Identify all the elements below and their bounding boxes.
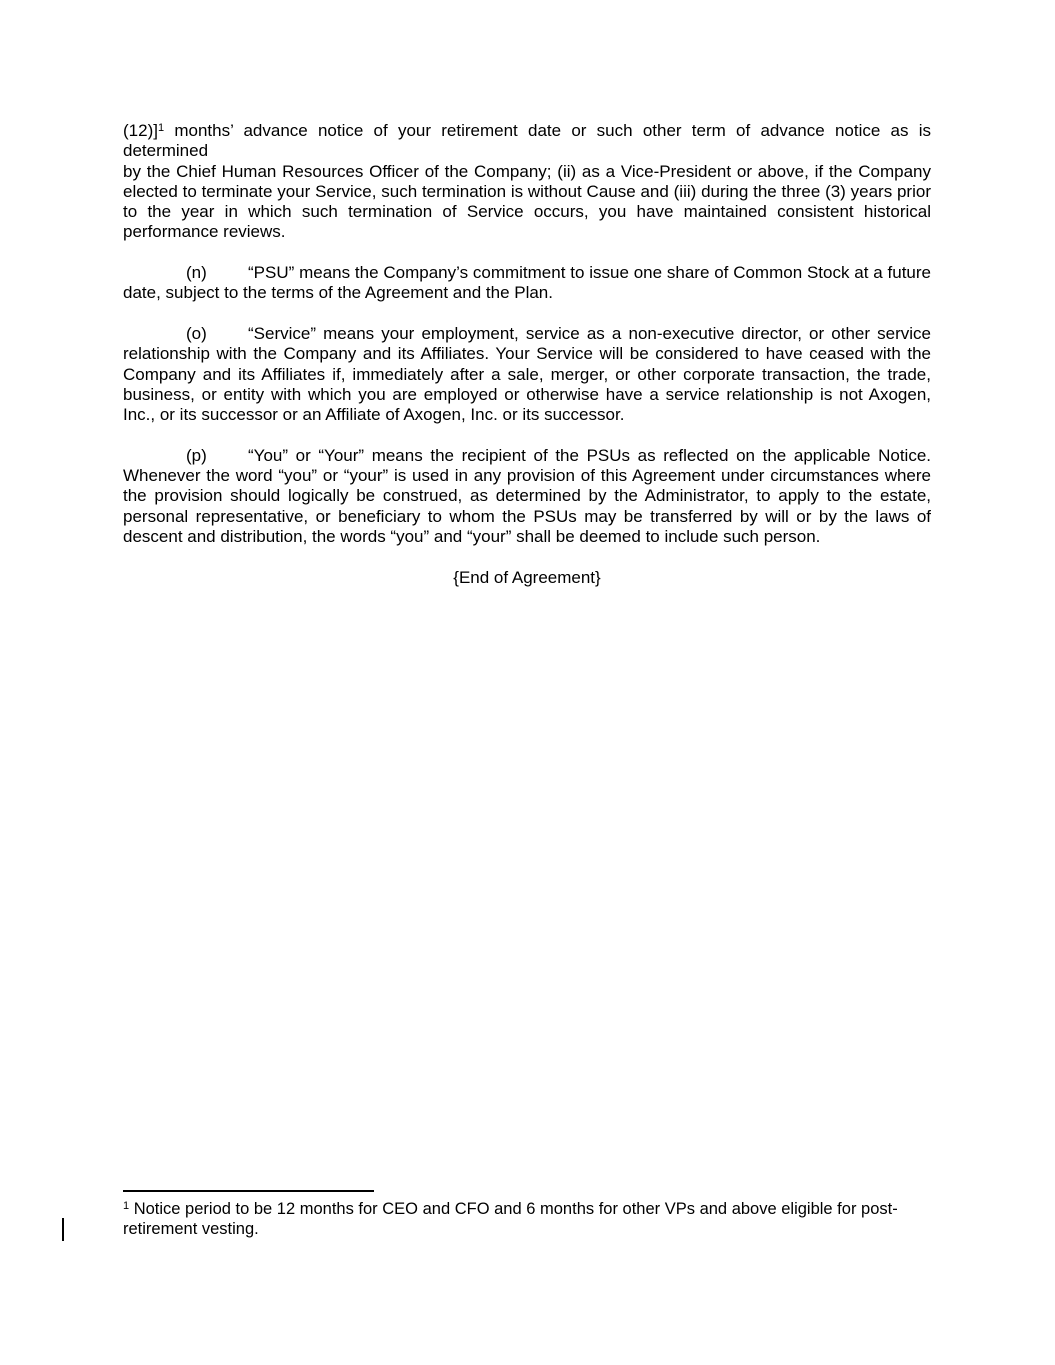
text-line: to the year in which such termination of Service occurs, you have maintained consistent historical [123, 202, 931, 222]
footnote-line: $^1$ Notice period to be 12 months for CEO and CFO and 6 months for other VPs and above eligible for post- [123, 1200, 898, 1218]
footnote-reference: 1 [123, 1200, 130, 1212]
footnote-line: retirement vesting. [123, 1220, 259, 1239]
footnote-reference: 1 [157, 122, 165, 134]
para-psu-definition [123, 263, 931, 304]
text-line: descent and distribution, the words “you” and “your” shall be deemed to include such person. [123, 526, 821, 546]
footnote [123, 1199, 931, 1240]
text-line: date, subject to the terms of the Agreement and the Plan. [123, 283, 553, 303]
document-body [123, 121, 931, 588]
text-line: personal representative, or beneficiary to whom the PSUs may be transferred by will or by the laws of [123, 506, 931, 526]
end-of-agreement-marker: {End of Agreement} [453, 567, 601, 587]
text-line: (12)]$^1$ months’ advance notice of your retirement date or such other term of advance notice as is determined [123, 121, 931, 161]
para-retirement-notice-continuation [123, 121, 931, 243]
paragraph-container [123, 121, 931, 547]
text-line: (o) “Service” means your employment, service as a non-executive director, or other service [123, 324, 931, 344]
text-line: Whenever the word “you” or “your” is used in any provision of this Agreement under circumstances where [123, 466, 931, 486]
footnote-separator [123, 1190, 374, 1192]
para-you-definition [123, 446, 931, 547]
text-line: performance reviews. [123, 222, 286, 242]
text-line: Company and its Affiliates if, immediately after a sale, merger, or other corporate transaction, the trade, [123, 364, 931, 384]
paragraph-label: (o) [186, 323, 207, 343]
text-line: (p) “You” or “Your” means the recipient of the PSUs as reflected on the applicable Notice. [123, 446, 931, 466]
revision-change-bar [62, 1218, 64, 1241]
para-service-definition [123, 324, 931, 425]
text-line: relationship with the Company and its Affiliates. Your Service will be considered to have ceased with the [123, 344, 931, 364]
paragraph-label: (n) [186, 263, 207, 283]
text-line: (n) “PSU” means the Company’s commitment to issue one share of Common Stock at a future [123, 263, 931, 283]
text-line: elected to terminate your Service, such termination is without Cause and (iii) during the three (3) years prior [123, 181, 931, 201]
text-line: Inc., or its successor or an Affiliate of Axogen, Inc. or its successor. [123, 405, 625, 425]
text-line: the provision should logically be construed, as determined by the Administrator, to apply to the estate, [123, 486, 931, 506]
text-line: by the Chief Human Resources Officer of the Company; (ii) as a Vice-President or above, if the Company [123, 161, 931, 181]
paragraph-label: (p) [186, 445, 207, 465]
text-line: business, or entity with which you are employed or otherwise have a service relationship is not Axogen, [123, 384, 931, 404]
